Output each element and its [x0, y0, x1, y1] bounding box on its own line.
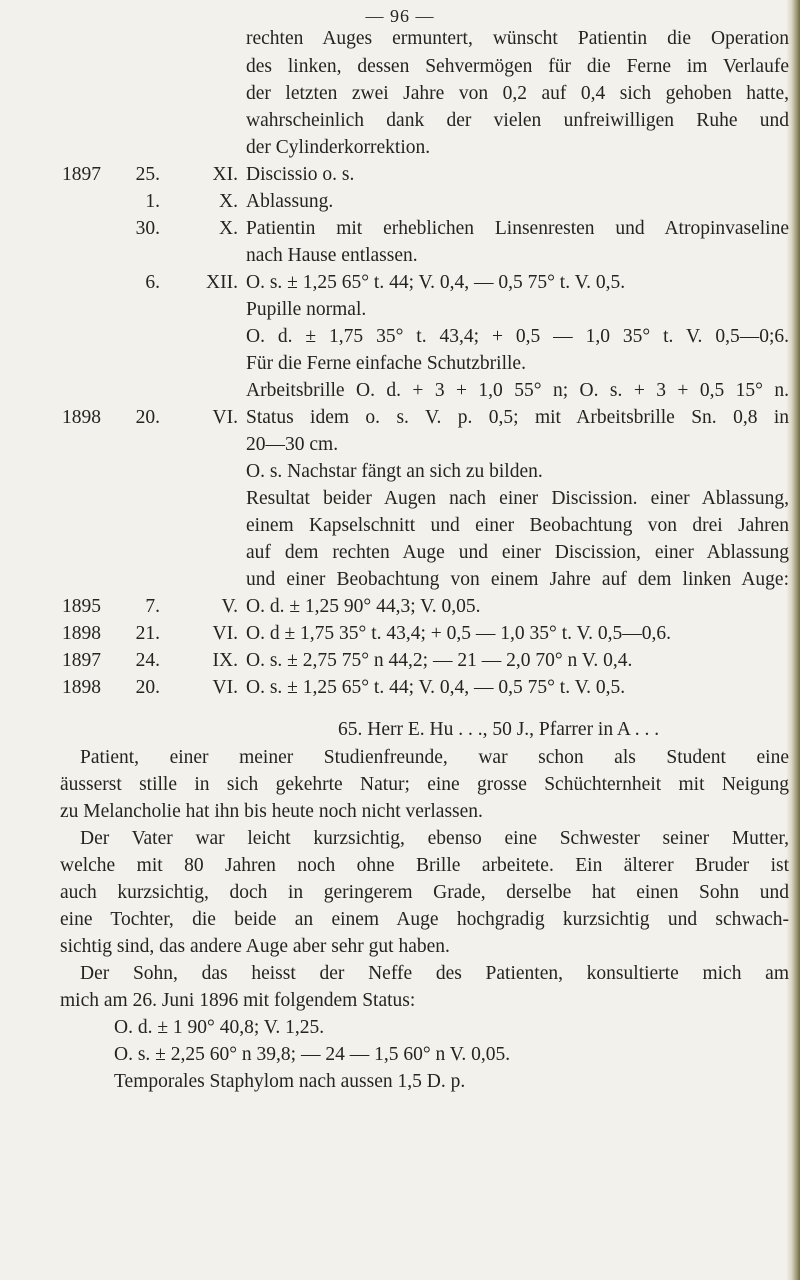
status-line: Temporales Staphylom nach aussen 1,5 D. p. — [114, 1071, 466, 1092]
paragraph-line: zu Melancholie hat ihn bis heute noch nicht verlassen. — [60, 801, 483, 822]
entry-year: 1897 — [62, 164, 101, 185]
entry-month: X. — [219, 218, 238, 239]
paragraph-line: äusserst stille in sich gekehrte Natur; eine grosse Schüchternheit mit Neigung — [60, 774, 789, 795]
result-day: 7. — [145, 596, 160, 617]
paragraph-line: der Cylinderkorrektion. — [246, 137, 431, 158]
entry-day: 20. — [135, 407, 160, 428]
result-year: 1897 — [62, 650, 101, 671]
entry-text: Status idem o. s. V. p. 0,5; mit Arbeitsbrille Sn. 0,8 in — [246, 407, 789, 428]
paragraph-line: Patient, einer meiner Studienfreunde, war schon als Student eine — [80, 747, 789, 768]
result-day: 21. — [135, 623, 160, 644]
paragraph-line: Resultat beider Augen nach einer Discission. einer Ablassung, — [246, 488, 789, 509]
status-line: O. s. ± 2,25 60° n 39,8; — 24 — 1,5 60° n V. 0,05. — [114, 1044, 511, 1065]
entry-day: 30. — [135, 218, 160, 239]
entry-text: O. d. ± 1,75 35° t. 43,4; + 0,5 — 1,0 35° t. V. 0,5—0;6. — [246, 326, 789, 347]
entry-year: 1898 — [62, 407, 101, 428]
case-heading: 65. Herr E. Hu . . ., 50 J., Pfarrer in A . . . — [338, 719, 660, 740]
entry-text: Arbeitsbrille O. d. + 3 + 1,0 55° n; O. s. + 3 + 0,5 15° n. — [246, 380, 789, 401]
entry-text: O. s. Nachstar fängt an sich zu bilden. — [246, 461, 543, 482]
entry-month: VI. — [212, 407, 238, 428]
paragraph-line: rechten Auges ermuntert, wünscht Patientin die Operation — [246, 28, 789, 49]
entry-month: XII. — [206, 272, 238, 293]
entry-text: 20—30 cm. — [246, 434, 339, 455]
paragraph-line: Der Vater war leicht kurzsichtig, ebenso eine Schwester seiner Mutter, — [80, 828, 789, 849]
entry-text: Pupille normal. — [246, 299, 367, 320]
page-edge-shadow — [786, 0, 800, 1280]
paragraph-line: des linken, dessen Sehvermögen für die Ferne im Verlaufe — [246, 56, 789, 77]
result-text: O. d ± 1,75 35° t. 43,4; + 0,5 — 1,0 35° t. V. 0,5—0,6. — [246, 623, 671, 644]
entry-day: 25. — [135, 164, 160, 185]
result-year: 1898 — [62, 623, 101, 644]
status-line: O. d. ± 1 90° 40,8; V. 1,25. — [114, 1017, 325, 1038]
paragraph-line: mich am 26. Juni 1896 mit folgendem Status: — [60, 990, 416, 1011]
paragraph-line: einem Kapselschnitt und einer Beobachtung von drei Jahren — [246, 515, 789, 536]
result-month: V. — [221, 596, 238, 617]
result-year: 1895 — [62, 596, 101, 617]
result-month: VI. — [212, 677, 238, 698]
result-text: O. s. ± 2,75 75° n 44,2; — 21 — 2,0 70° n V. 0,4. — [246, 650, 633, 671]
entry-day: 6. — [145, 272, 160, 293]
entry-text: nach Hause entlassen. — [246, 245, 418, 266]
entry-month: X. — [219, 191, 238, 212]
paragraph-line: auch kurzsichtig, doch in geringerem Grade, derselbe hat einen Sohn und — [60, 882, 789, 903]
paragraph-line: der letzten zwei Jahre von 0,2 auf 0,4 sich gehoben hatte, — [246, 83, 789, 104]
page-number: — 96 — — [365, 6, 435, 26]
entry-month: XI. — [212, 164, 238, 185]
paragraph-line: sichtig sind, das andere Auge aber sehr gut haben. — [60, 936, 450, 957]
result-text: O. d. ± 1,25 90° 44,3; V. 0,05. — [246, 596, 481, 617]
paragraph-line: und einer Beobachtung von einem Jahre auf dem linken Auge: — [246, 569, 789, 590]
result-month: IX. — [212, 650, 238, 671]
result-year: 1898 — [62, 677, 101, 698]
paragraph-line: eine Tochter, die beide an einem Auge hochgradig kurzsichtig und schwach- — [60, 909, 789, 930]
paragraph-line: Der Sohn, das heisst der Neffe des Patienten, konsultierte mich am — [80, 963, 789, 984]
result-day: 24. — [135, 650, 160, 671]
result-day: 20. — [135, 677, 160, 698]
entry-text: Ablassung. — [246, 191, 334, 212]
entry-text: Für die Ferne einfache Schutzbrille. — [246, 353, 526, 374]
entry-day: 1. — [145, 191, 160, 212]
paragraph-line: auf dem rechten Auge und einer Discission, einer Ablassung — [246, 542, 789, 563]
entry-text: Patientin mit erheblichen Linsenresten und Atropinvaseline — [246, 218, 789, 239]
result-text: O. s. ± 1,25 65° t. 44; V. 0,4, — 0,5 75° t. V. 0,5. — [246, 677, 626, 698]
entry-text: Discissio o. s. — [246, 164, 355, 185]
paragraph-line: welche mit 80 Jahren noch ohne Brille arbeitete. Ein älterer Bruder ist — [60, 855, 789, 876]
paragraph-line: wahrscheinlich dank der vielen unfreiwilligen Ruhe und — [246, 110, 789, 131]
result-month: VI. — [212, 623, 238, 644]
entry-text: O. s. ± 1,25 65° t. 44; V. 0,4, — 0,5 75° t. V. 0,5. — [246, 272, 626, 293]
